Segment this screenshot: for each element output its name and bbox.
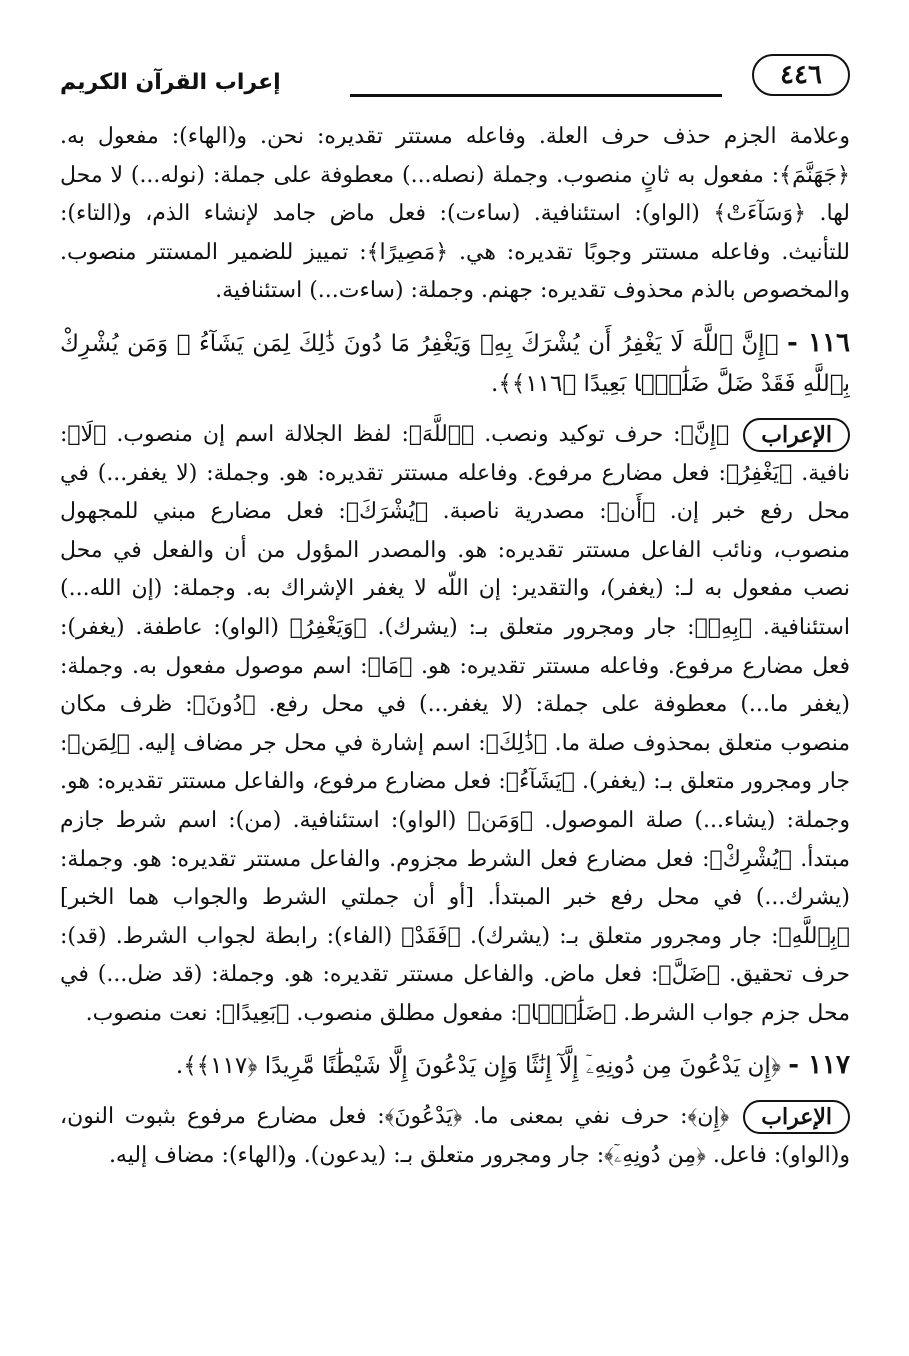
irab-text: ﴿إِنَّ﴾: حرف توكيد ونصب. ﴿ٱللَّهَ﴾: لفظ الجلالة اسم إن منصوب. ﴿لَا﴾: نافية. ﴿يَغْفِرُ﴾: فعل مضارع مرفوع. وفاعله مستتر تقديره: هو. وجملة: (لا يغفر...) في محل رفع خبر إن. ﴿أَن﴾: مصدرية ناصبة. ﴿يُشْرَكَ﴾: فعل مضارع مبني للمجهول منصوب، ونائب الفاعل مستتر تقديره: هو. والمصدر المؤول من أن والفعل في محل نصب مفعول به لـ: (يغفر)، والتقدير: إن اللّه لا يغفر الإشراك به. وجملة: (إن الله...) استئنافية. ﴿بِهِۦ﴾: جار ومجرور متعلق بـ: (يشرك). ﴿وَيَغْفِرُ﴾ (الواو): عاطفة. (يغفر): فعل مضارع مرفوع. وفاعله مستتر تقديره: هو. ﴿مَا﴾: اسم موصول مفعول به. وجملة: (يغفر ما...) معطوفة على جملة: (لا يغفر...) في محل رفع. ﴿دُونَ﴾: ظرف مكان منصوب متعلق بمحذوف صلة ما. ﴿ذَٰلِكَ﴾: اسم إشارة في محل جر مضاف إليه. ﴿لِمَن﴾: جار ومجرور متعلق بـ: (يغفر). ﴿يَشَآءُ﴾: فعل مضارع مرفوع، والفاعل مستتر تقديره: هو. وجملة: (يشاء...) صلة الموصول. ﴿وَمَن﴾ (الواو): استئنافية. (من): اسم شرط جازم مبتدأ. ﴿يُشْرِكْ﴾: فعل مضارع فعل الشرط مجزوم. والفاعل مستتر تقديره: هو. وجملة: (يشرك...) في محل رفع خبر المبتدأ. [أو أن جملتي الشرط والجواب هما الخبر] ﴿بِٱللَّهِ﴾: جار ومجرور متعلق بـ: (يشرك). ﴿فَقَدْ﴾ (الفاء): رابطة لجواب الشرط. (قد): حرف تحقيق. ﴿ضَلَّ﴾: فعل ماض. والفاعل مستتر تقديره: هو. وجملة: (قد ضل...) في محل جزم جواب الشرط. ﴿ضَلَٰلًۢا﴾: مفعول مطلق منصوب. ﴿بَعِيدًا﴾: نعت منصوب. [60,421,850,1026]
verse-text: ﴿إِنَّ ٱللَّهَ لَا يَغْفِرُ أَن يُشْرَكَ بِهِۦ وَيَغْفِرُ مَا دُونَ ذَٰلِكَ لِمَن يَشَآءُ ۚ وَمَن يُشْرِكْ بِٱللَّهِ فَقَدْ ضَلَّ ضَلَٰلًۢا بَعِيدًا ﴿١١٦﴾﴾. [60,330,850,397]
intro-paragraph: وعلامة الجزم حذف حرف العلة. وفاعله مستتر تقديره: نحن. و(الهاء): مفعول به. ﴿جَهَنَّمَ﴾: مفعول به ثانٍ منصوب. وجملة (نصله...) معطوفة على جملة: (نوله...) لا محل لها. ﴿وَسَآءَتْ﴾ (الواو): استئنافية. (ساءت): فعل ماض جامد لإنشاء الذم، و(التاء): للتأنيث. وفاعله مستتر وجوبًا تقديره: هي. ﴿مَصِيرًا﴾: تمييز للضمير المستتر منصوب. والمخصوص بالذم محذوف تقديره: جهنم. وجملة: (ساءت...) استئنافية. [60,124,850,304]
irab-paragraph-117 [60,1098,850,1175]
header-divider [350,94,722,97]
irab-paragraph-116 [60,416,850,1034]
page-number: ٤٤٦ [752,54,850,96]
page-header [60,48,850,112]
verse-117 [60,1045,850,1086]
irab-label: الإعراب [743,418,850,452]
verse-number: ١١٧ - [788,1050,850,1081]
verse-number: ١١٦ - [787,327,850,358]
book-title: إعراب القرآن الكريم [60,70,281,95]
irab-text: ﴿إِن﴾: حرف نفي بمعنى ما. ﴿يَدْعُونَ﴾: فعل مضارع مرفوع بثبوت النون، و(الواو): فاعل. ﴿مِن دُونِهِۦٓ﴾: جار ومجرور متعلق بـ: (يدعون). و(الهاء): مضاف إليه. [60,1104,850,1169]
verse-text: ﴿إِن يَدْعُونَ مِن دُونِهِۦٓ إِلَّآ إِنَٰثًا وَإِن يَدْعُونَ إِلَّا شَيْطَٰنًا مَّرِيدًا ﴿١١٧﴾﴾. [175,1053,781,1080]
irab-label: الإعراب [743,1100,850,1134]
book-page [60,48,850,1338]
verse-116 [60,323,850,404]
